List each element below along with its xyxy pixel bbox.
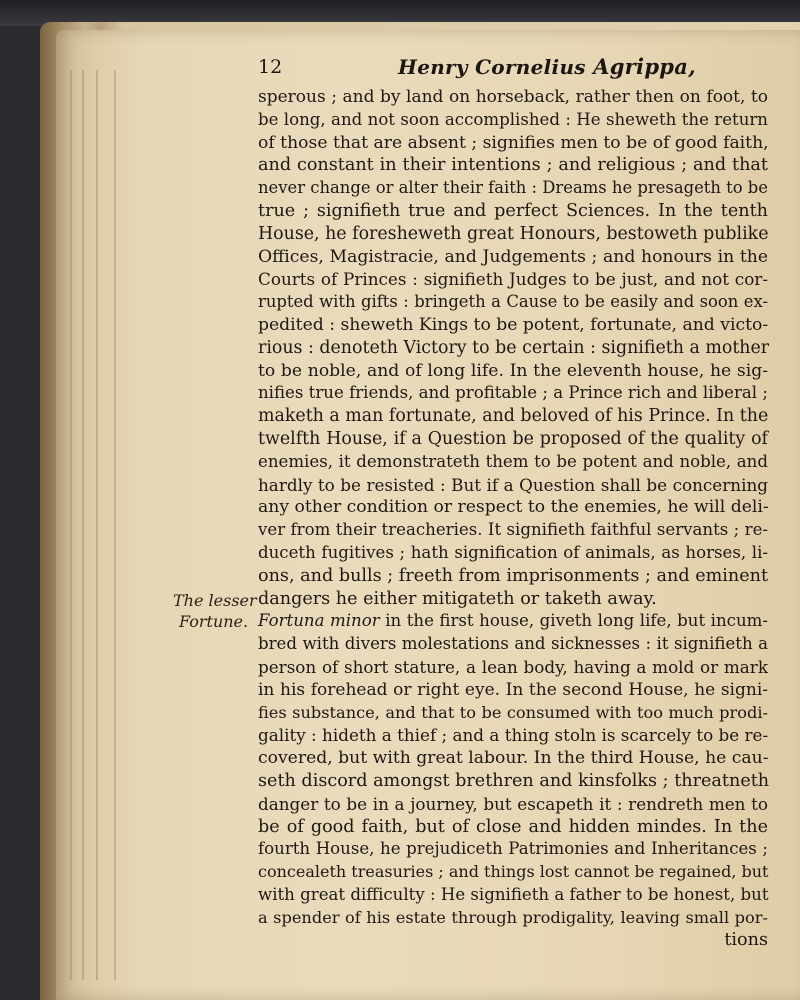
text-line: pedited : sheweth Kings to be potent, fortunate, and victo-: [258, 314, 769, 335]
text-line: be long, and not soon accomplished : He sheweth the return: [258, 109, 768, 129]
page-edge-line: [70, 70, 72, 980]
margin-note-line: The lesser: [173, 591, 257, 610]
text-line: duceth fugitives ; hath signification of animals, as horses, li-: [258, 542, 768, 562]
page-number: 12: [258, 56, 283, 78]
text-line: and constant in their intentions ; and religious ; and that: [258, 155, 768, 176]
text-line: House, he foresheweth great Honours, bestoweth publike: [258, 223, 769, 244]
text-line: Offices, Magistracie, and Judgements ; and honours in the: [258, 246, 768, 267]
page-edge-line: [96, 70, 98, 980]
page-edge-line: [114, 70, 116, 980]
text-line: seth discord amongst brethren and kinsfolks ; threatneth: [258, 770, 770, 791]
text-line: fourth House, he prejudiceth Patrimonies and Inheritances ;: [258, 839, 768, 859]
text-line: rious : denoteth Victory to be certain : signifieth a mother: [258, 337, 770, 358]
text-line: dangers he either mitigateth or taketh away.: [258, 588, 657, 609]
margin-note: [173, 590, 257, 632]
text-line: rupted with gifts : bringeth a Cause to be easily and soon ex-: [258, 292, 768, 312]
running-title-name: Henry Cornelius: [398, 55, 586, 79]
text-line: nifies true friends, and profitable ; a Prince rich and liberal ;: [258, 383, 768, 403]
text-line: a spender of his estate through prodigality, leaving small por-: [258, 907, 768, 927]
paragraph-first-line: [258, 610, 768, 633]
text-line: maketh a man fortunate, and beloved of his Prince. In the: [258, 406, 769, 427]
text-line: with great difficulty : He signifieth a father to be honest, but: [258, 884, 769, 904]
running-title-surname: Agrippa,: [593, 54, 696, 79]
run-in-heading: Fortuna minor: [258, 611, 380, 631]
text-line: never change or alter their faith : Dreams he presageth to be: [258, 178, 768, 198]
text-line: twelfth House, if a Question be proposed of the quality of: [258, 428, 768, 449]
text-line: be of good faith, but of close and hidden mindes. In the: [258, 816, 768, 837]
catchword: tions: [724, 930, 768, 951]
text-line: concealeth treasuries ; and things lost cannot be regained, but: [258, 862, 769, 882]
text-line: of those that are absent ; signifies men to be of good faith,: [258, 132, 769, 153]
text-line: enemies, it demonstrateth them to be potent and noble, and: [258, 451, 768, 471]
text-line: gality : hideth a thief ; and a thing stoln is scarcely to be re-: [258, 725, 769, 746]
text-line: sperous ; and by land on horseback, rather then on foot, to: [258, 87, 768, 107]
text-line: in his forehead or right eye. In the second House, he signi-: [258, 679, 768, 700]
margin-note-line: Fortune.: [179, 612, 249, 631]
text-line: person of short stature, a lean body, having a mold or mark: [258, 656, 768, 677]
text-line: true ; signifieth true and perfect Sciences. In the tenth: [258, 200, 768, 221]
page-edge-line: [82, 70, 84, 980]
body-text: [258, 86, 768, 952]
text-line: hardly to be resisted : But if a Question shall be concerning: [258, 474, 768, 495]
text-line: ons, and bulls ; freeth from imprisonments ; and eminent: [258, 565, 769, 586]
running-title: [398, 54, 696, 79]
text-line: any other condition or respect to the enemies, he will deli-: [258, 497, 769, 518]
text-line: bred with divers molestations and sicknesses : it signifieth a: [258, 634, 768, 654]
running-header: [258, 52, 778, 86]
text-line: Courts of Princes : signifieth Judges to be just, and not cor-: [258, 269, 768, 290]
text-line: danger to be in a journey, but escapeth it : rendreth men to: [258, 793, 768, 814]
text-line: ver from their treacheries. It signifieth faithful servants ; re-: [258, 520, 768, 540]
text-line: covered, but with great labour. In the third House, he cau-: [258, 748, 769, 769]
text-line: to be noble, and of long life. In the eleventh house, he sig-: [258, 360, 768, 381]
text-line: fies substance, and that to be consumed with too much prodi-: [258, 702, 768, 722]
text-fragment: in the first house, giveth long life, but incum-: [385, 611, 768, 631]
